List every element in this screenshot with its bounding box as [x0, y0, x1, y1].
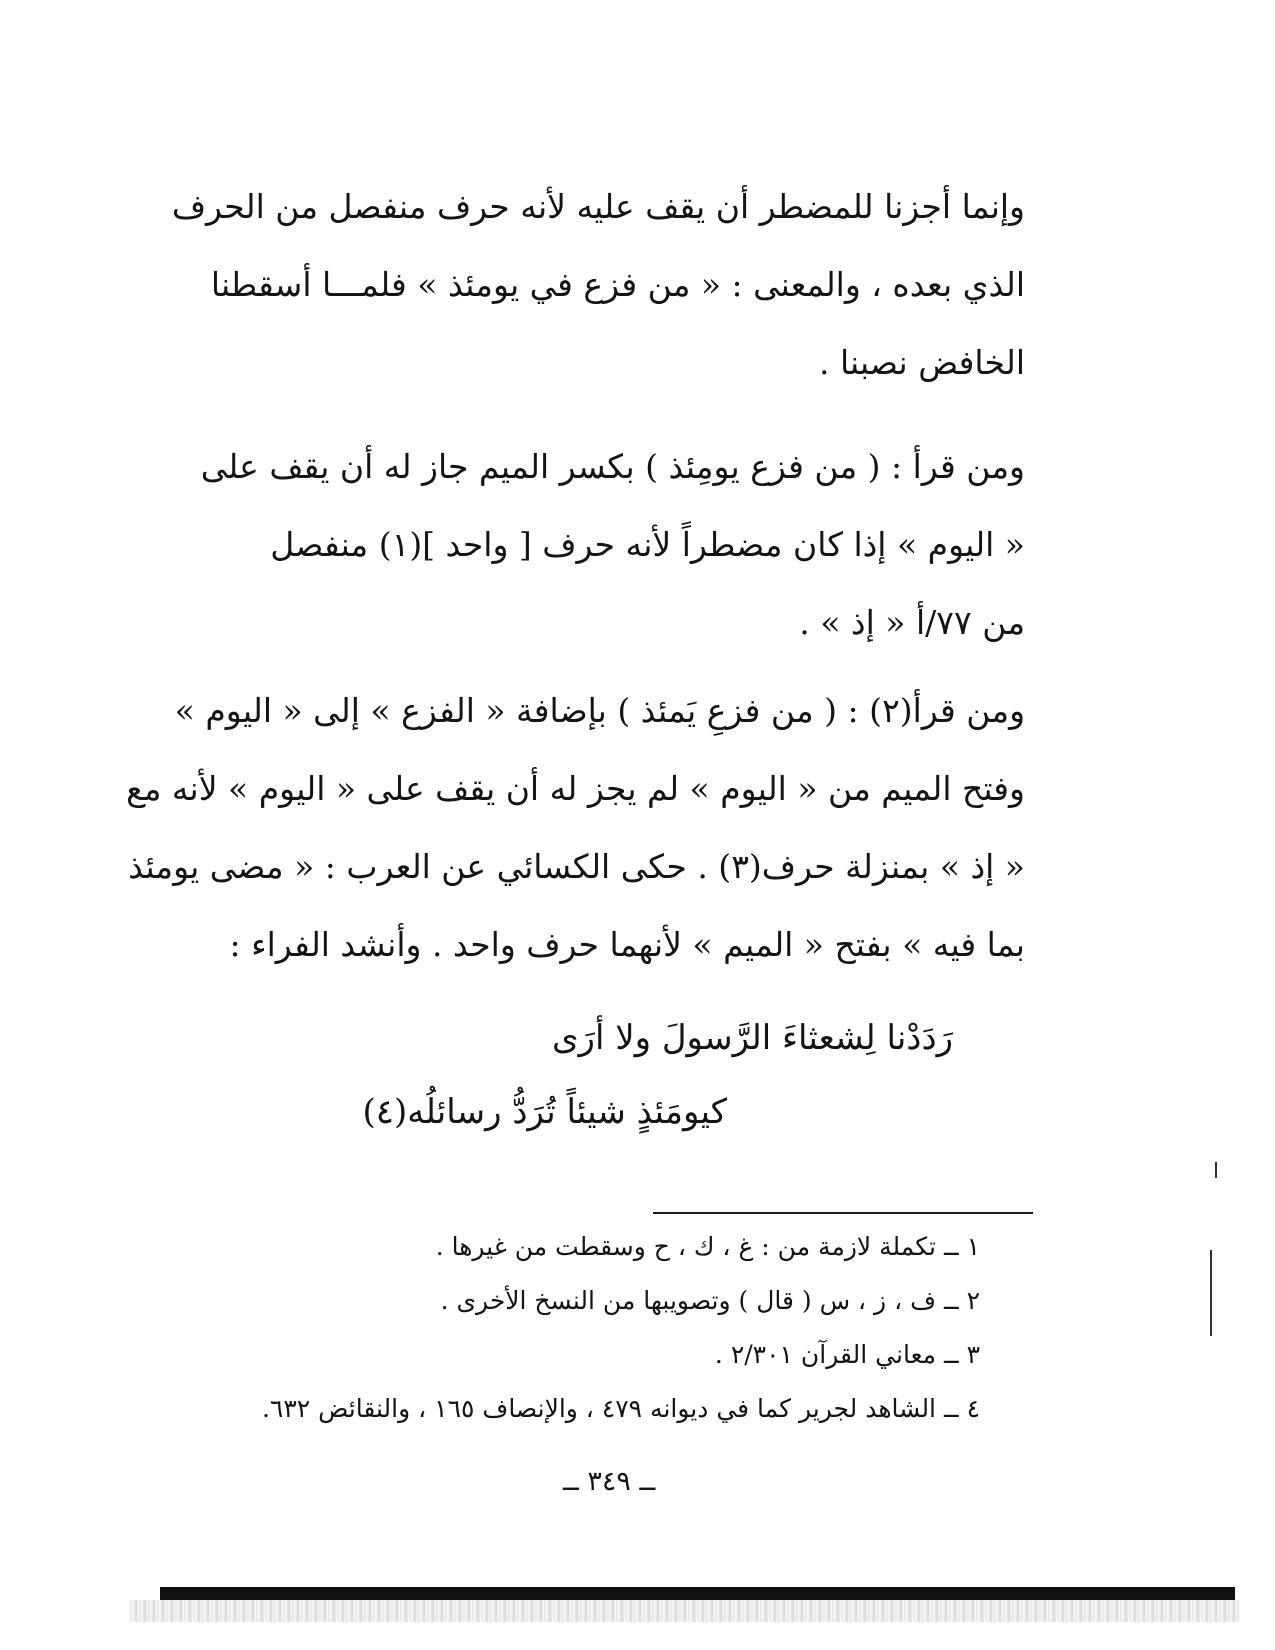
text-line: وفتح الميم من « اليوم » لم يجز له أن يقف على « اليوم » لأنه مع — [126, 769, 1025, 808]
verse-line-1: رَدَدْنا لِشعثاءَ الرَّسولَ ولا أرَى — [551, 1018, 953, 1058]
text-line: بما فيه » بفتح « الميم » لأنهما حرف واحد . وأنشد الفراء : — [229, 925, 1025, 964]
text-line: من ٧٧/أ « إذ » . — [799, 603, 1025, 642]
text-line: ومن قرأ(٢) : ( من فزعِ يَمئذ ) بإضافة « الفزع » إلى « اليوم » — [174, 691, 1025, 730]
footnote-1: ١ ــ تكملة لازمة من : غ ، ك ، ح وسقطت من غيرها . — [435, 1232, 980, 1261]
text-line: وإنما أجزنا للمضطر أن يقف عليه لأنه حرف منفصل من الحرف — [171, 187, 1025, 226]
text-line: « اليوم » إذا كان مضطراً لأنه حرف [ واحد ](١) منفصل — [270, 525, 1025, 564]
footnote-divider — [653, 1212, 1033, 1214]
page-number: ــ ٣٤٩ ــ — [563, 1466, 656, 1497]
verse-line-2: كيومَئذٍ شيئاً تُرَدُّ رسائلُه(٤) — [362, 1092, 727, 1132]
footnote-3: ٣ ــ معاني القرآن ٢/٣٠١ . — [714, 1340, 980, 1369]
footnote-4: ٤ ــ الشاهد لجرير كما في ديوانه ٤٧٩ ، والإنصاف ١٦٥ ، والنقائض ٦٣٢. — [261, 1394, 980, 1423]
paragraph-2 — [200, 428, 1025, 662]
scan-artifact — [1215, 1162, 1217, 1178]
paragraph-1 — [171, 168, 1025, 402]
text-line: « إذ » بمنزلة حرف(٣) . حكى الكسائي عن العرب : « مضى يومئذ — [128, 847, 1025, 886]
paragraph-3 — [126, 672, 1025, 984]
text-line: الخافض نصبنا . — [818, 343, 1025, 382]
footnote-2: ٢ ــ ف ، ز ، س ( قال ) وتصويبها من النسخ الأخرى . — [440, 1286, 980, 1315]
text-line: ومن قرأ : ( من فزع يومِئذ ) بكسر الميم جاز له أن يقف على — [200, 447, 1025, 486]
scan-artifact — [1210, 1250, 1212, 1336]
scan-edge-bar — [160, 1587, 1235, 1600]
scan-noise — [130, 1600, 1240, 1622]
text-line: الذي بعده ، والمعنى : « من فزع في يومئذ » فلمـــا أسقطنا — [210, 265, 1025, 304]
